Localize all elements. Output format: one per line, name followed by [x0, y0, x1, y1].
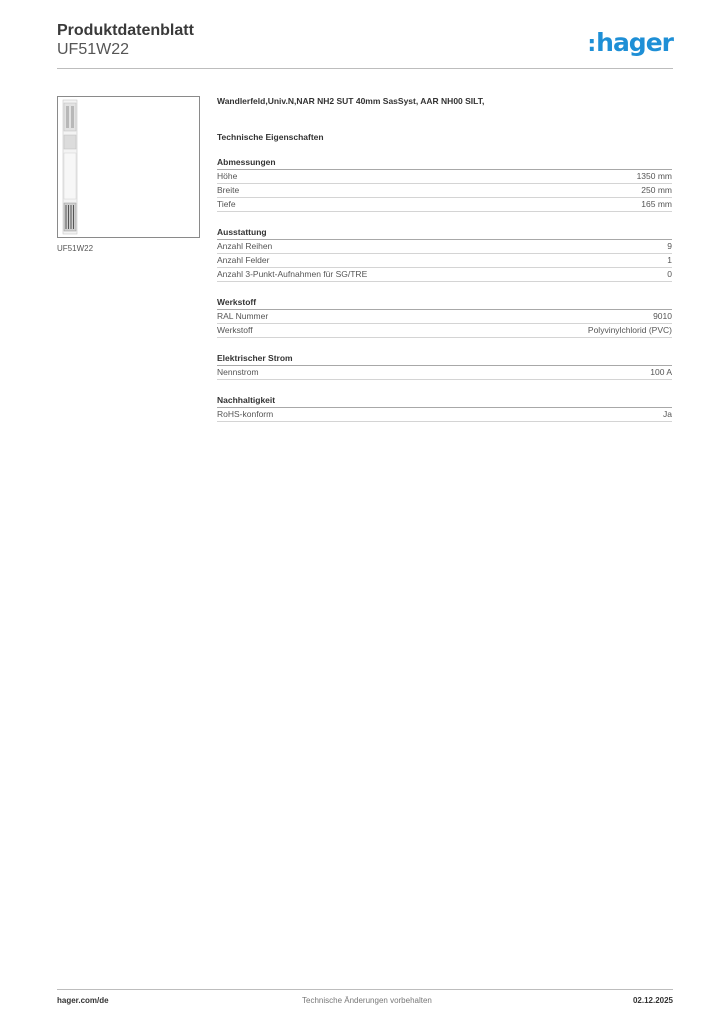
property-row	[217, 184, 672, 198]
property-row	[217, 170, 672, 184]
image-caption: UF51W22	[57, 244, 94, 253]
property-label: Tiefe	[217, 199, 236, 209]
website-link[interactable]: hager.com/de	[57, 996, 109, 1005]
property-value: 0	[667, 269, 672, 279]
footer-note: Technische Änderungen vorbehalten	[302, 996, 432, 1005]
product-description: Wandlerfeld,Univ.N,NAR NH2 SUT 40mm SasSyst, AAR NH00 SILT,	[217, 96, 485, 106]
property-label: Anzahl Reihen	[217, 241, 273, 251]
property-value: 9	[667, 241, 672, 251]
property-value: 1	[667, 255, 672, 265]
section-title: Werkstoff	[217, 297, 672, 310]
property-row	[217, 268, 672, 282]
property-value: 165 mm	[641, 199, 672, 209]
section-title: Nachhaltigkeit	[217, 395, 672, 408]
property-value: Ja	[663, 409, 672, 419]
header-divider	[57, 68, 673, 69]
footer-divider	[57, 989, 673, 990]
product-image	[57, 96, 200, 238]
property-label: Werkstoff	[217, 325, 253, 335]
section-abmessungen	[217, 157, 672, 212]
property-label: Breite	[217, 185, 240, 195]
property-label: Anzahl 3-Punkt-Aufnahmen für SG/TRE	[217, 269, 368, 279]
property-row	[217, 324, 672, 338]
section-ausstattung	[217, 227, 672, 282]
footer-date: 02.12.2025	[632, 996, 673, 1005]
property-row	[217, 254, 672, 268]
property-value: 1350 mm	[636, 171, 672, 181]
product-drawing	[58, 97, 199, 237]
property-label: RAL Nummer	[217, 311, 269, 321]
section-title: Ausstattung	[217, 227, 672, 240]
hager-logo	[587, 28, 673, 57]
property-label: Anzahl Felder	[217, 255, 270, 265]
property-value: 9010	[653, 311, 672, 321]
page-title: Produktdatenblatt	[57, 22, 194, 39]
page-header	[57, 22, 673, 68]
property-value: 100 A	[650, 367, 672, 377]
property-label: RoHS-konform	[217, 409, 274, 419]
property-row	[217, 408, 672, 422]
section-werkstoff	[217, 297, 672, 338]
property-row	[217, 366, 672, 380]
section-title: Abmessungen	[217, 157, 672, 170]
property-value: 250 mm	[641, 185, 672, 195]
property-row	[217, 240, 672, 254]
product-code: UF51W22	[57, 41, 130, 58]
section-nachhaltigkeit	[217, 395, 672, 422]
technical-properties-title: Technische Eigenschaften	[217, 132, 324, 142]
property-label: Höhe	[217, 171, 238, 181]
product-details	[217, 96, 672, 422]
property-label: Nennstrom	[217, 367, 259, 377]
property-value: Polyvinylchlorid (PVC)	[587, 325, 672, 335]
property-row	[217, 310, 672, 324]
section-elektrischer-strom	[217, 353, 672, 380]
property-row	[217, 198, 672, 212]
logo-text: hager	[596, 28, 673, 57]
section-title: Elektrischer Strom	[217, 353, 672, 366]
logo-prefix: :	[587, 32, 596, 57]
